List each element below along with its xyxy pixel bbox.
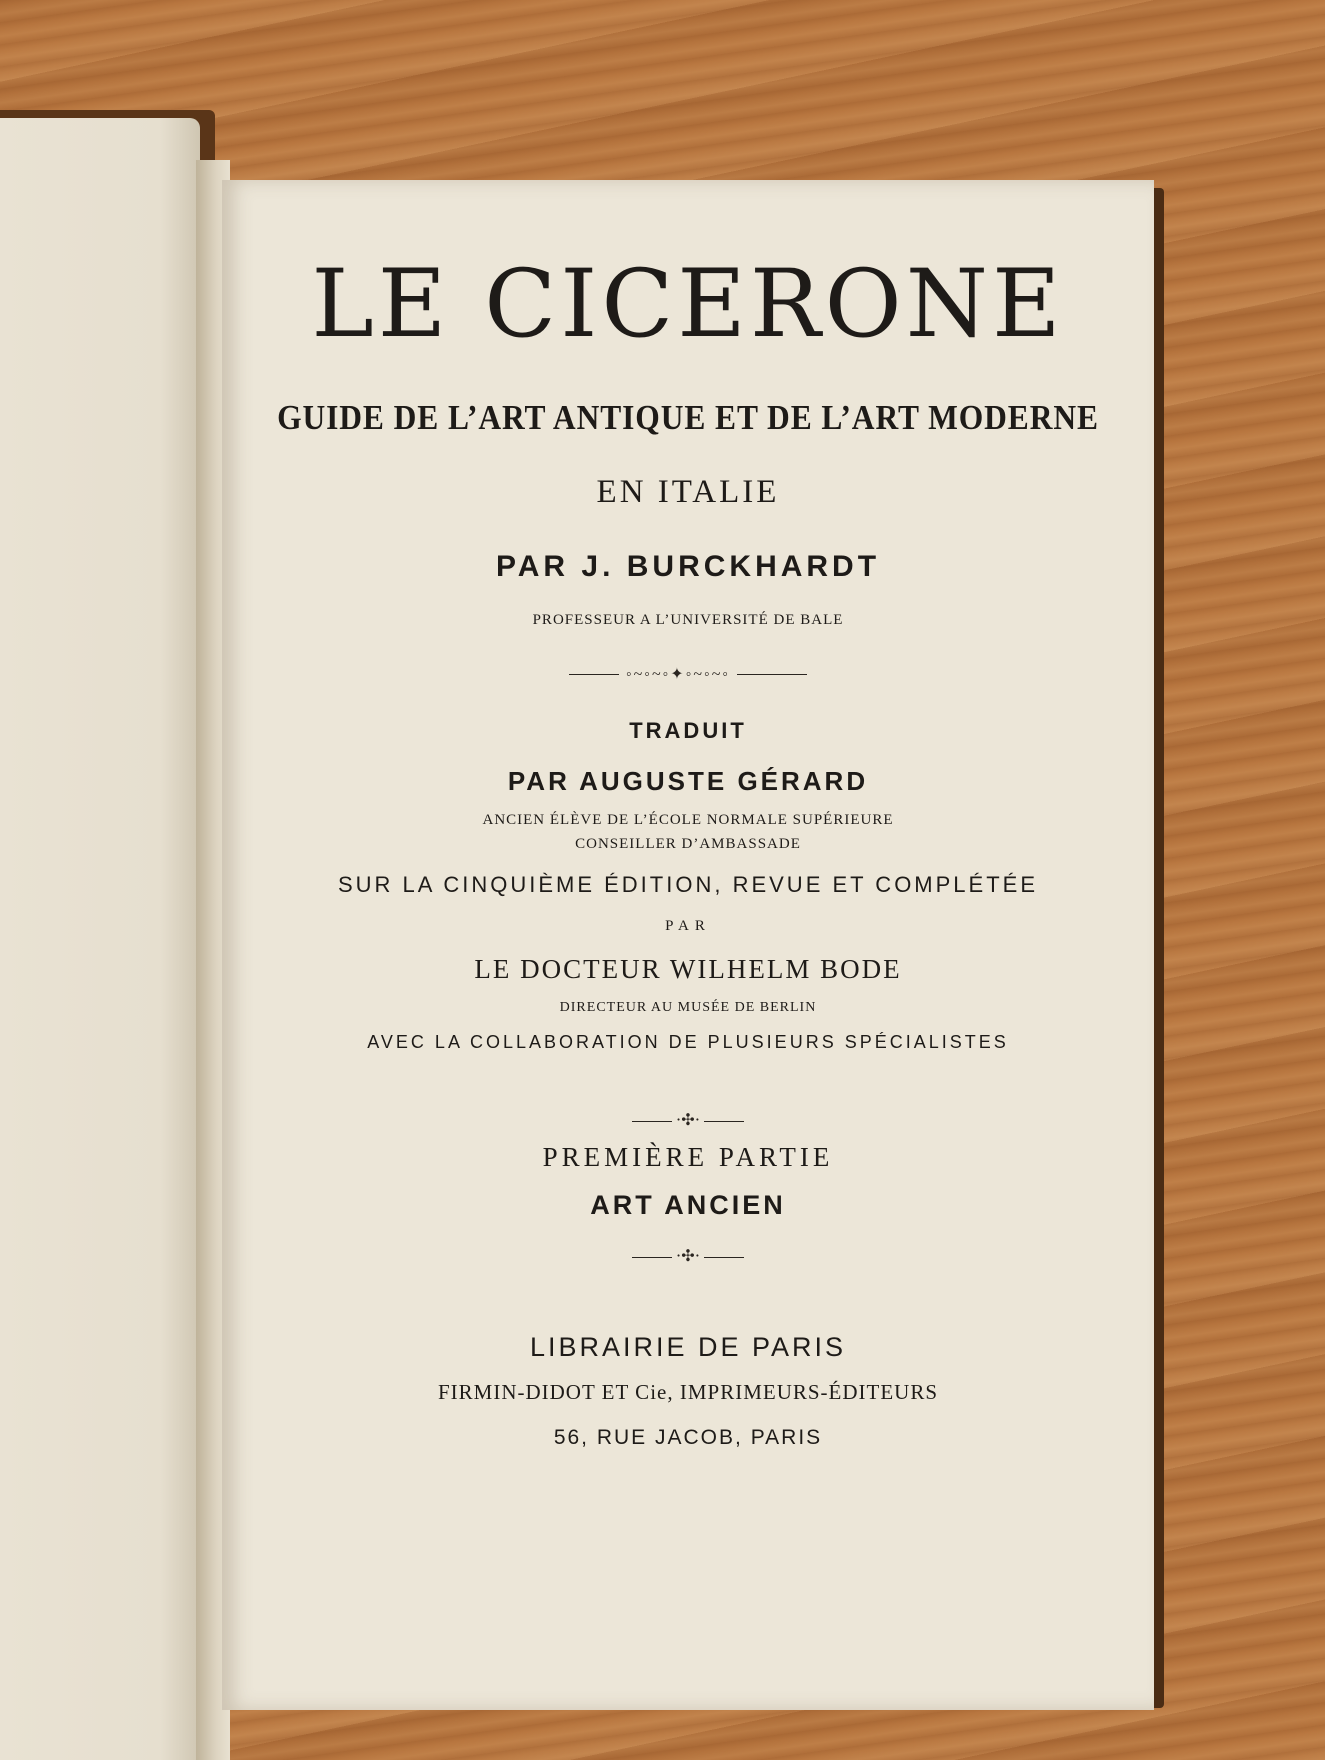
edition-line: SUR LA CINQUIÈME ÉDITION, REVUE ET COMPLÉTÉE <box>337 872 1039 897</box>
reviser-role: DIRECTEUR AU MUSÉE DE BERLIN <box>559 1000 817 1015</box>
author-line: PAR J. BURCKHARDT <box>495 550 881 583</box>
left-page <box>0 118 200 1760</box>
part-title: ART ANCIEN <box>590 1190 786 1220</box>
ornament-divider-icon: ⋅✣⋅ <box>222 1110 1154 1130</box>
collaboration-line: AVEC LA COLLABORATION DE PLUSIEURS SPÉCIALISTES <box>367 1032 1009 1052</box>
translator-role: ANCIEN ÉLÈVE DE L’ÉCOLE NORMALE SUPÉRIEURE <box>482 812 894 828</box>
book-title: LE CICERONE <box>311 250 1065 359</box>
publisher-line: LIBRAIRIE DE PARIS <box>529 1332 847 1362</box>
par-label: PAR <box>665 918 711 934</box>
book-subtitle: GUIDE DE L’ART ANTIQUE ET DE L’ART MODERNE <box>277 398 1099 437</box>
part-label: PREMIÈRE PARTIE <box>542 1142 834 1172</box>
ornament-divider-icon: ◦~◦~◦✦◦~◦~◦ <box>222 662 1154 685</box>
author-role: PROFESSEUR A L’UNIVERSITÉ DE BALE <box>532 612 844 628</box>
title-page <box>222 180 1154 1710</box>
ornament-divider-icon: ⋅✣⋅ <box>222 1246 1154 1266</box>
book-subtitle-location: EN ITALIE <box>596 474 780 510</box>
printer-line: FIRMIN-DIDOT ET Cie, IMPRIMEURS-ÉDITEURS <box>437 1380 939 1404</box>
translator-role: CONSEILLER D’AMBASSADE <box>575 836 801 852</box>
reviser-line: LE DOCTEUR WILHELM BODE <box>474 954 902 984</box>
translator-line: PAR AUGUSTE GÉRARD <box>507 766 869 796</box>
translated-label: TRADUIT <box>629 718 747 743</box>
address-line: 56, RUE JACOB, PARIS <box>553 1426 823 1449</box>
